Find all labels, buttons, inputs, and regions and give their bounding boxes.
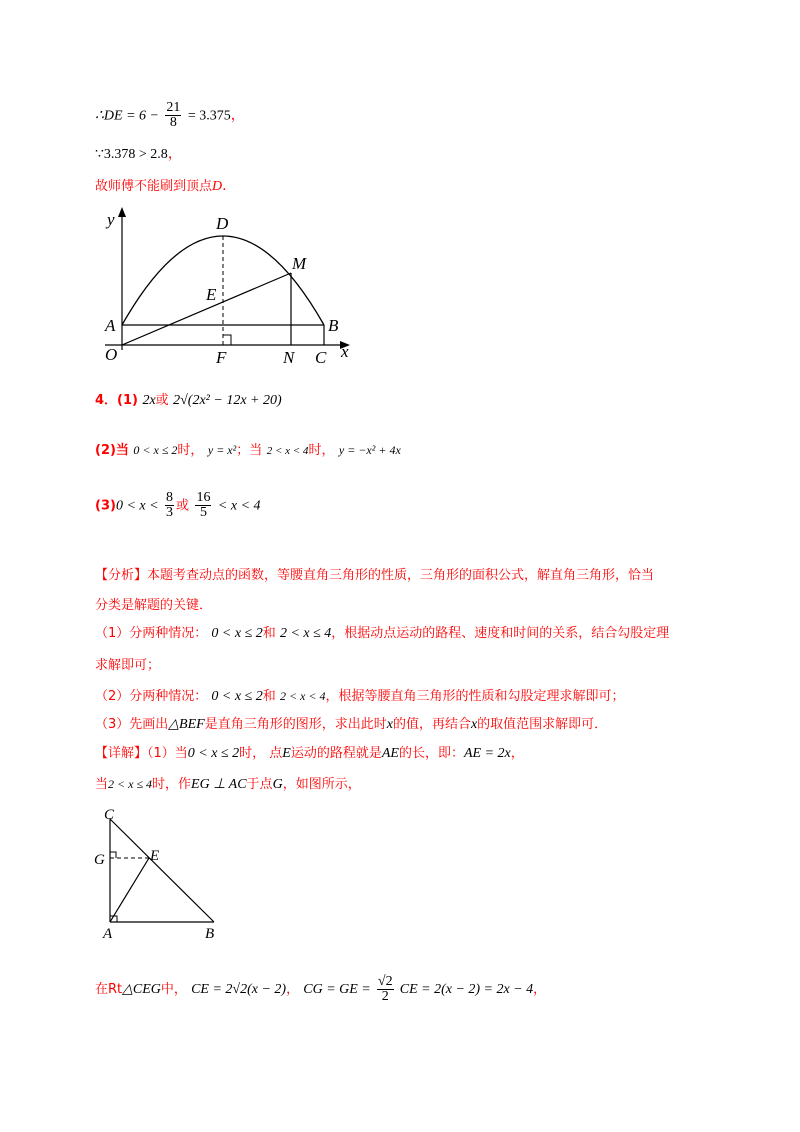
detail-text: 于点 <box>246 777 273 792</box>
conclusion-sentence: 故师傅不能刷到顶点 <box>95 179 213 194</box>
label-g: G <box>94 852 105 868</box>
analysis-tag: 【分析】 <box>95 568 148 583</box>
var-x: x <box>470 717 478 732</box>
formula-1: y = x² <box>207 443 237 457</box>
analysis-step-1 <box>95 624 669 644</box>
fraction-sqrt2-2 <box>377 975 394 1004</box>
label-c: C <box>315 348 327 367</box>
label-a: A <box>105 316 116 335</box>
label-b: B <box>205 926 215 942</box>
and-text: 和 <box>262 689 276 704</box>
comparison-line <box>95 144 182 165</box>
label-y: y <box>107 210 115 229</box>
analysis-text: 本题考查动点的函数，等腰直角三角形的性质，三角形的面积公式，解直角三角形，恰当 <box>147 568 655 583</box>
condition-2: 2 < x < 4 <box>266 445 309 457</box>
step-text: 求解即可； <box>95 658 161 673</box>
detail-line-2 <box>95 774 361 795</box>
fraction-21-8 <box>165 101 181 130</box>
label-b: B <box>328 316 339 335</box>
detail-text: 时， 点 <box>239 746 283 761</box>
step-text: ，根据动点运动的路程、速度和时间的关系，结合勾股定理 <box>331 626 670 641</box>
denominator: 2 <box>381 989 389 1004</box>
label-x: x <box>341 342 349 361</box>
detail-text: 的长，即： <box>398 746 464 761</box>
detail-tag: 【详解】 <box>95 746 148 761</box>
fraction-8-3 <box>165 491 174 520</box>
detail-line-3 <box>95 975 546 1004</box>
label-d: D <box>216 214 229 233</box>
answer-part-1 <box>95 390 282 411</box>
text: 时， <box>177 443 204 458</box>
detail-line-1 <box>95 744 524 764</box>
condition: 0 < x ≤ 2 <box>211 626 263 641</box>
cg-equation-start: CG = GE = <box>303 982 371 997</box>
comparison-math: ∵3.378 > 2.8 <box>95 147 168 162</box>
label-f: F <box>216 348 227 367</box>
condition: 2 < x < 4 <box>279 689 326 703</box>
condition-1: 0 < x ≤ 2 <box>133 443 178 457</box>
answer-sqrt: 2√(2x² − 12x + 20) <box>173 393 282 408</box>
point-g: G <box>272 777 283 792</box>
analysis-step-1-cont <box>95 656 160 676</box>
label-e: E <box>150 848 160 864</box>
or-text: 或 <box>176 498 190 514</box>
condition: 0 < x ≤ 2 <box>211 689 263 704</box>
triangle-ceg: △CEG <box>122 982 161 997</box>
step-text: 的值，再结合 <box>392 717 471 732</box>
answer-part-3 <box>95 491 261 520</box>
detail-text: 在Rt <box>95 982 123 997</box>
step-text: 的取值范围求解即可． <box>477 717 608 732</box>
fraction-16-5 <box>195 491 211 520</box>
part-label: (2)当 <box>95 443 129 458</box>
conclusion-de-line <box>95 101 245 130</box>
analysis-step-2 <box>95 686 624 707</box>
triangle-figure <box>92 805 232 945</box>
segment-ae: AE <box>381 746 399 761</box>
label-m: M <box>292 254 307 273</box>
detail-text: 运动的路程就是 <box>290 746 382 761</box>
text: ；当 <box>236 443 263 458</box>
condition: 2 < x ≤ 4 <box>279 626 332 641</box>
text: 时， <box>308 443 335 458</box>
label-a: A <box>103 926 113 942</box>
detail-text: 当 <box>95 777 109 792</box>
analysis-step-3 <box>95 715 607 735</box>
ce-equation: CE = 2√2(x − 2) <box>191 982 287 997</box>
range-2-end: < x < 4 <box>217 498 261 514</box>
step-text: （3）先画出 <box>95 717 169 732</box>
punct: ， <box>533 982 547 997</box>
step-text: ，根据等腰直角三角形的性质和勾股定理求解即可； <box>325 689 625 704</box>
cg-equation-end: CE = 2(x − 2) = 2x − 4 <box>399 982 534 997</box>
numerator: 21 <box>166 100 181 115</box>
denominator: 5 <box>199 505 207 520</box>
denominator: 8 <box>169 115 177 130</box>
analysis-line-1 <box>95 566 654 586</box>
punct: ， <box>167 146 182 162</box>
range-1-start: 0 < x < <box>115 498 159 514</box>
var-x: x <box>386 717 393 732</box>
conclusion-text <box>95 176 227 197</box>
label-c: C <box>104 807 115 823</box>
detail-text: 中， <box>160 982 187 997</box>
de-equation-start: ∴DE = 6 − <box>95 108 159 124</box>
label-e: E <box>206 285 217 304</box>
condition: 0 < x ≤ 2 <box>187 746 240 761</box>
and-text: 和 <box>262 626 276 641</box>
analysis-line-2 <box>95 596 212 616</box>
answer-part-2 <box>95 440 401 461</box>
formula-2: y = −x² + 4x <box>338 443 401 457</box>
numerator: √2 <box>377 974 393 989</box>
de-equation-end: = 3.375 <box>187 108 231 124</box>
step-text: 是直角三角形的图形，求出此时 <box>204 717 387 732</box>
detail-text: ，如图所示， <box>282 777 361 792</box>
or-text: 或 <box>155 393 169 408</box>
part-label: (3) <box>95 498 116 514</box>
detail-text: （1）当 <box>147 746 188 761</box>
label-o: O <box>105 345 118 364</box>
condition: 2 < x ≤ 4 <box>108 777 153 791</box>
step-text: （1）分两种情况： <box>95 626 208 641</box>
denominator: 3 <box>166 505 173 520</box>
triangle-bef: △BEF <box>168 717 205 732</box>
step-text: （2）分两种情况： <box>95 689 208 704</box>
punct: ， <box>230 107 245 124</box>
label-n: N <box>283 348 295 367</box>
detail-text: 时，作 <box>152 777 192 792</box>
var-d: D <box>212 179 223 194</box>
punct: ， <box>286 982 300 997</box>
perp-statement: EG ⊥ AC <box>191 777 247 792</box>
numerator: 16 <box>196 490 211 505</box>
answer-2x: 2x <box>142 393 156 408</box>
punct: ， <box>510 746 524 761</box>
ae-equation: AE = 2x <box>464 746 511 761</box>
parabola-figure <box>95 205 365 370</box>
part-label: 4．(1) <box>95 393 138 408</box>
numerator: 8 <box>166 490 173 505</box>
period: . <box>222 178 227 194</box>
point-e: E <box>282 746 291 761</box>
analysis-text: 分类是解题的关键． <box>95 598 213 613</box>
